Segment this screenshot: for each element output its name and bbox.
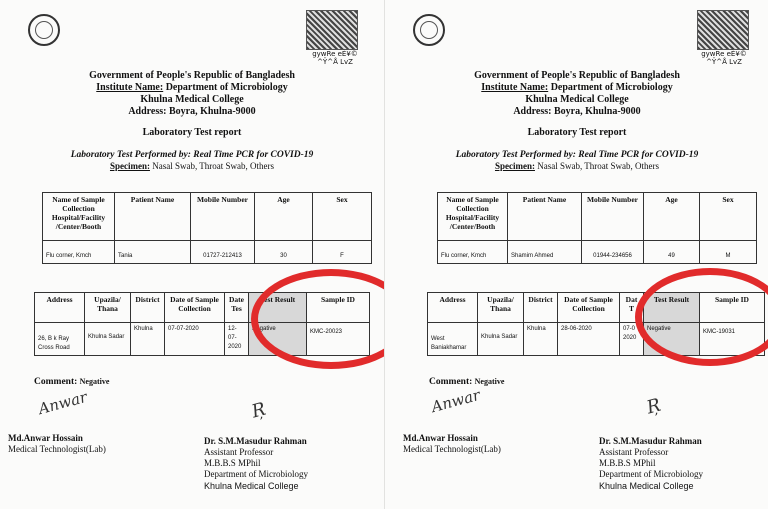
cell-mobile: 01944-234656 (582, 241, 644, 264)
bangla-caption: gywRe eÈ¥© ^Ÿ^Å LvZ (701, 50, 747, 66)
col-collection-date: Date of Sample Collection (165, 293, 225, 323)
col-patient: Patient Name (115, 193, 191, 241)
cell-sex: F (313, 241, 372, 264)
doctor-college: Khulna Medical College (599, 481, 694, 491)
cell-district: Khulna (524, 323, 558, 356)
cell-hospital: Flu corner, Kmch (43, 241, 115, 264)
cell-age: 49 (644, 241, 700, 264)
report-title: Laboratory Test report (527, 127, 627, 138)
portrait-image (306, 10, 358, 50)
col-address: Address (35, 293, 85, 323)
specimen-line: Specimen: Nasal Swab, Throat Swab, Others (109, 161, 275, 171)
technologist-title: Medical Technologist(Lab) (403, 444, 501, 454)
col-sex: Sex (313, 193, 372, 241)
col-upazila: Upazila/ Thana (478, 293, 524, 323)
technologist-title: Medical Technologist(Lab) (8, 444, 106, 454)
comment-line: Comment: Negative (34, 377, 110, 387)
specimen-line: Specimen: Nasal Swab, Throat Swab, Others (494, 161, 660, 171)
cell-address: 26, B k Ray Cross Road (35, 323, 85, 356)
col-age: Age (644, 193, 700, 241)
cell-district: Khulna (131, 323, 165, 356)
cell-address: West Baniakhamar (428, 323, 478, 356)
col-sex: Sex (700, 193, 757, 241)
table-row (43, 241, 372, 264)
address-line: Address: Boyra, Khulna-9000 (513, 106, 641, 117)
col-sample-id: Sample ID (307, 293, 370, 323)
technologist-signature: Anwar (36, 387, 89, 419)
technologist-name: Md.Anwar Hossain (403, 433, 478, 443)
doctor-department: Department of Microbiology (204, 469, 308, 479)
doctor-title: Assistant Professor (204, 447, 274, 457)
doctor-degree: M.B.B.S MPhil (599, 458, 656, 468)
report-sheet-right (384, 0, 768, 509)
col-sample-id: Sample ID (700, 293, 765, 323)
doctor-name: Dr. S.M.Masudur Rahman (599, 436, 702, 446)
government-seal-icon (413, 14, 445, 46)
cell-collection-date: 07-07-2020 (165, 323, 225, 356)
col-test-result: Test Result (249, 293, 307, 323)
portrait-image (697, 10, 749, 50)
doctor-signature: Ŗ (249, 398, 269, 423)
col-address: Address (428, 293, 478, 323)
college-name: Khulna Medical College (140, 94, 244, 105)
col-district: District (131, 293, 165, 323)
col-test-result: Test Result (644, 293, 700, 323)
institute-line: Institute Name: Department of Microbiology (481, 82, 673, 93)
col-district: District (524, 293, 558, 323)
col-test-date: Dat T (620, 293, 644, 323)
cell-collection-date: 28-06-2020 (558, 323, 620, 356)
cell-test-date: 07-0 2020 (620, 323, 644, 356)
cell-sex: M (700, 241, 757, 264)
cell-age: 30 (255, 241, 313, 264)
col-age: Age (255, 193, 313, 241)
government-seal-icon (28, 14, 60, 46)
cell-patient: Tania (115, 241, 191, 264)
gov-title: Government of People's Republic of Bangladesh (89, 70, 295, 81)
col-hospital: Name of Sample Collection Hospital/Facility /Center/Booth (43, 193, 115, 241)
bangla-caption: gywRe eÈ¥© ^Ÿ^Å LvZ (312, 50, 358, 66)
technologist-signature: Anwar (429, 385, 482, 417)
college-name: Khulna Medical College (525, 94, 629, 105)
comment-line: Comment: Negative (429, 377, 505, 387)
doctor-college: Khulna Medical College (204, 481, 299, 491)
patient-table (437, 192, 757, 264)
doctor-signature: Ŗ (644, 394, 664, 419)
patient-table (42, 192, 372, 264)
address-line: Address: Boyra, Khulna-9000 (128, 106, 256, 117)
doctor-name: Dr. S.M.Masudur Rahman (204, 436, 307, 446)
institute-line: Institute Name: Department of Microbiology (96, 82, 288, 93)
doctor-title: Assistant Professor (599, 447, 669, 457)
technologist-name: Md.Anwar Hossain (8, 433, 83, 443)
cell-sample-id: KMC-20023 (307, 323, 370, 356)
col-mobile: Mobile Number (191, 193, 255, 241)
test-performed-line: Laboratory Test Performed by: Real Time PCR for COVID-19 (70, 150, 314, 160)
cell-upazila: Khulna Sadar (478, 323, 524, 356)
cell-mobile: 01727-212413 (191, 241, 255, 264)
col-test-date: Date Tes (225, 293, 249, 323)
col-collection-date: Date of Sample Collection (558, 293, 620, 323)
report-title: Laboratory Test report (142, 127, 242, 138)
gov-title: Government of People's Republic of Bangladesh (474, 70, 680, 81)
cell-sample-id: KMC-19031 (700, 323, 765, 356)
col-mobile: Mobile Number (582, 193, 644, 241)
cell-test-date: 12-07-2020 (225, 323, 249, 356)
col-patient: Patient Name (508, 193, 582, 241)
table-row (438, 241, 757, 264)
col-upazila: Upazila/ Thana (85, 293, 131, 323)
test-performed-line: Laboratory Test Performed by: Real Time PCR for COVID-19 (455, 150, 699, 160)
cell-test-result: Negative (644, 323, 700, 356)
doctor-degree: M.B.B.S MPhil (204, 458, 261, 468)
cell-test-result: Negative (249, 323, 307, 356)
col-hospital: Name of Sample Collection Hospital/Facility /Center/Booth (438, 193, 508, 241)
doctor-department: Department of Microbiology (599, 469, 703, 479)
cell-upazila: Khulna Sadar (85, 323, 131, 356)
cell-patient: Shamim Ahmed (508, 241, 582, 264)
cell-hospital: Flu corner, Kmch (438, 241, 508, 264)
